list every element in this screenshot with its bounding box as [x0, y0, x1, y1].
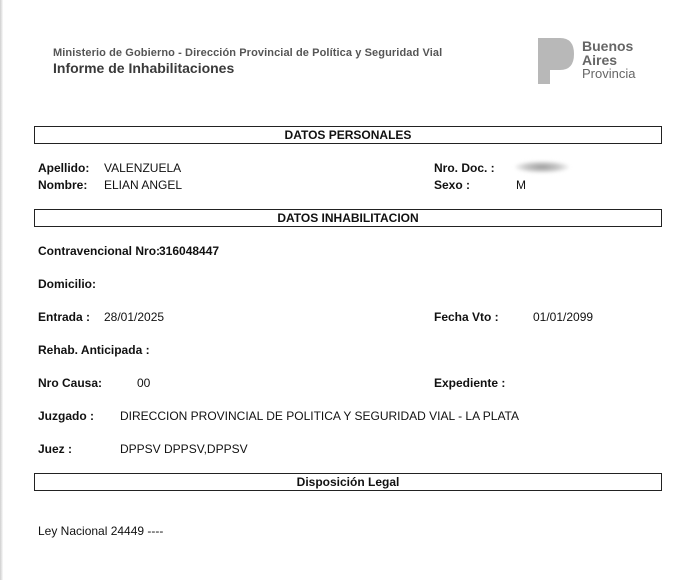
sexo-label: Sexo :	[434, 178, 471, 192]
section-datos-inhabilitacion: DATOS INHABILITACION	[34, 209, 662, 227]
nro-doc-redacted	[515, 161, 569, 173]
nombre-label: Nombre:	[38, 178, 88, 192]
page-edge-shadow	[0, 0, 3, 580]
fecha-vto-label: Fecha Vto :	[434, 310, 499, 324]
domicilio-label: Domicilio:	[38, 277, 97, 291]
nro-causa-value: 00	[137, 376, 151, 390]
province-logo-text	[582, 39, 635, 81]
juzgado-label: Juzgado :	[38, 409, 94, 423]
juzgado-value: DIRECCION PROVINCIAL DE POLITICA Y SEGURIDAD VIAL - LA PLATA	[120, 409, 519, 423]
contravencional-value: 316048447	[159, 244, 220, 258]
section-datos-personales: DATOS PERSONALES	[34, 126, 662, 144]
rehab-anticipada-label: Rehab. Anticipada :	[38, 343, 150, 357]
section-disposicion-legal: Disposición Legal	[34, 473, 662, 491]
nro-causa-label: Nro Causa:	[38, 376, 103, 390]
juez-label: Juez :	[38, 442, 73, 456]
entrada-label: Entrada :	[38, 310, 91, 324]
apellido-label: Apellido:	[38, 161, 90, 175]
logo-line-3: Provincia	[582, 66, 636, 81]
contravencional-label: Contravencional Nro:	[38, 244, 161, 258]
apellido-value: VALENZUELA	[104, 161, 182, 175]
expediente-label: Expediente :	[434, 376, 506, 390]
entrada-value: 28/01/2025	[104, 310, 165, 324]
logo-line-1: Buenos	[582, 38, 634, 54]
disposicion-text: Ley Nacional 24449 ----	[38, 524, 164, 538]
nombre-value: ELIAN ANGEL	[104, 178, 183, 192]
sexo-value: M	[516, 178, 526, 192]
fecha-vto-value: 01/01/2099	[533, 310, 594, 324]
report-title: Informe de Inhabilitaciones	[53, 60, 235, 76]
nro-doc-label: Nro. Doc. :	[434, 161, 495, 175]
ministry-subtitle: Ministerio de Gobierno - Dirección Provincial de Política y Seguridad Vial	[53, 47, 443, 59]
juez-value: DPPSV DPPSV,DPPSV	[120, 442, 248, 456]
logo-line-2: Aires	[582, 52, 618, 68]
